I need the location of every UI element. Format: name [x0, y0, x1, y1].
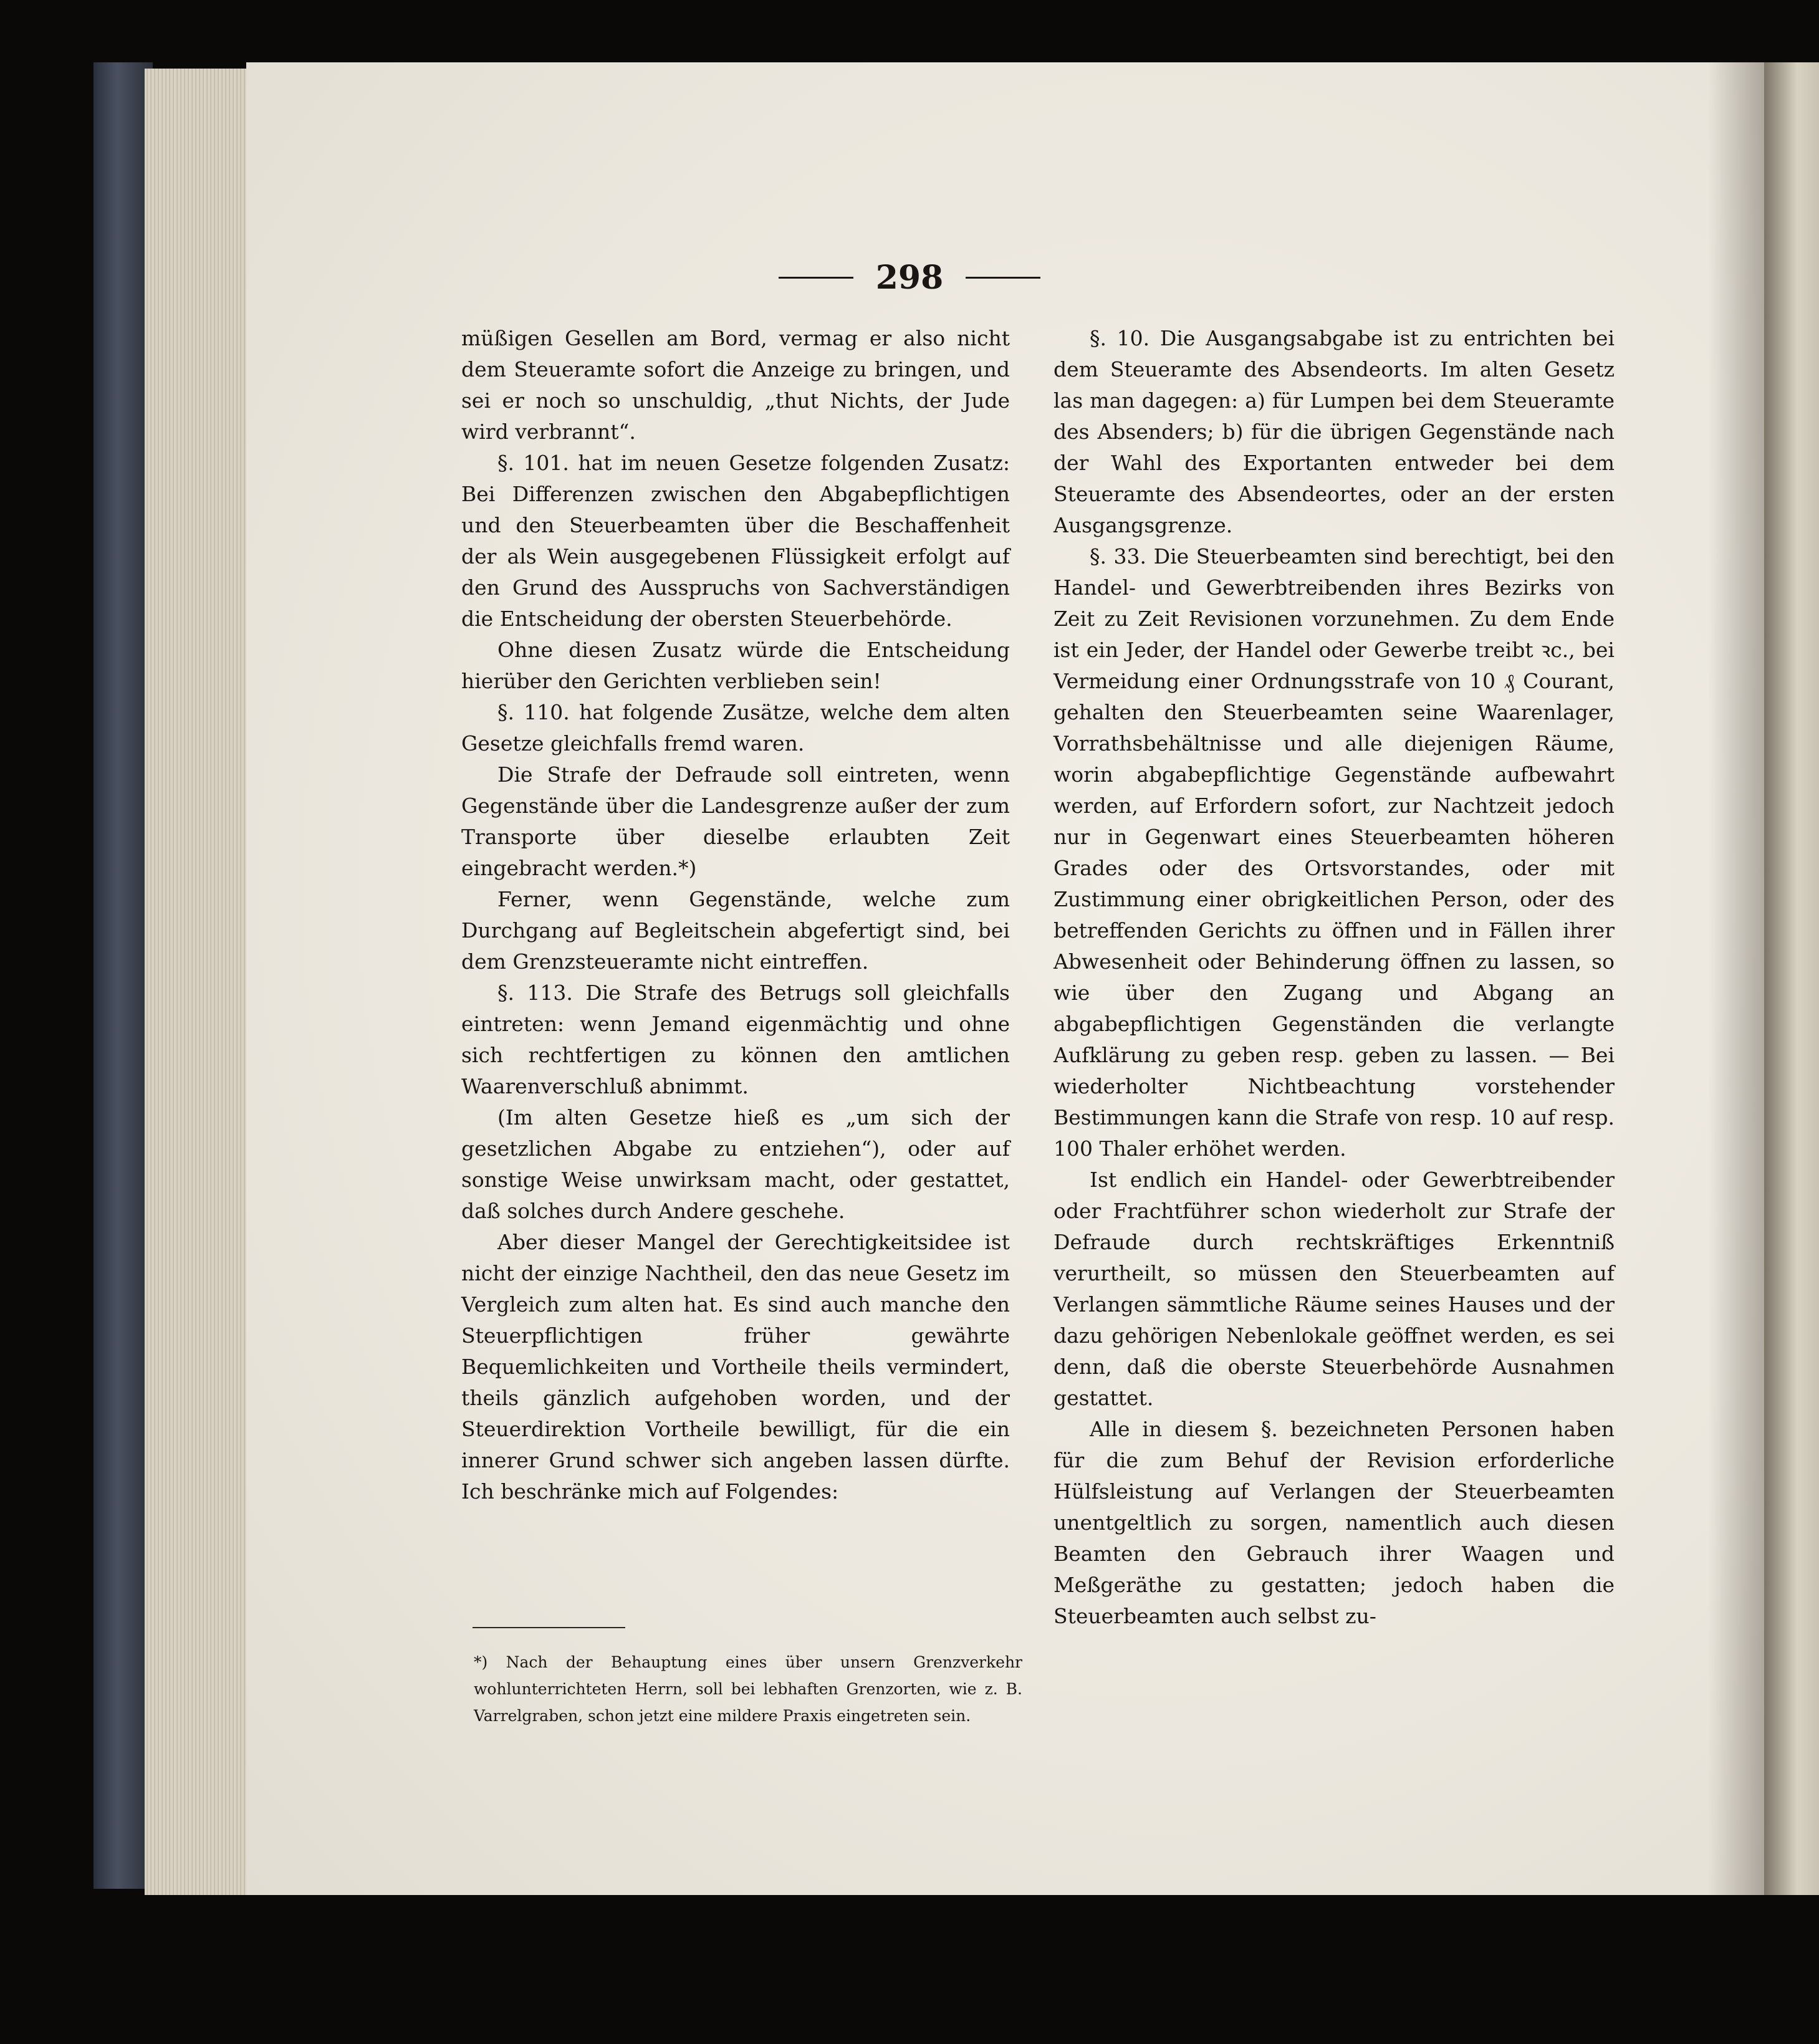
right-column	[1053, 323, 1615, 1632]
page-edges	[145, 69, 251, 1895]
footnote-divider	[473, 1627, 625, 1628]
left-column	[461, 323, 1010, 1507]
paragraph: Alle in diesem §. bezeichneten Personen haben für die zum Behuf der Revision erforderliche Hülfsleistung auf Verlangen der Steuerbeamten unentgeltlich zu sorgen, namentlich auch diesen Beamten den Gebrauch ihrer Waagen und Meßgeräthe zu gestatten; jedoch haben die Steuerbeamten auch selbst zu-	[1053, 1417, 1615, 1628]
page-number: 298	[875, 258, 944, 297]
paragraph: müßigen Gesellen am Bord, vermag er also nicht dem Steueramte sofort die Anzeige zu bringen, und sei er noch so unschuldig, „thut Nichts, der Jude wird verbrannt“.	[461, 326, 1010, 444]
facing-page-edge	[1764, 62, 1819, 1895]
footnote-text: *) Nach der Behauptung eines über unsern Grenzverkehr wohlunterrichteten Herrn, soll bei lebhaften Grenzorten, wie z. B. Varrelgraben, schon jetzt eine mildere Praxis eingetreten sein.	[474, 1653, 1022, 1725]
paragraph: (Im alten Gesetze hieß es „um sich der gesetzlichen Abgabe zu entziehen“), oder auf sonstige Weise unwirksam macht, oder gestattet, daß solches durch Andere geschehe.	[461, 1105, 1010, 1223]
paragraph: Ferner, wenn Gegenstände, welche zum Durchgang auf Begleitschein abgefertigt sind, bei dem Grenzsteueramte nicht eintreffen.	[461, 887, 1010, 974]
paragraph: Ohne diesen Zusatz würde die Entscheidung hierüber den Gerichten verblieben sein!	[461, 638, 1010, 693]
book-spine	[94, 62, 153, 1889]
paragraph: Ist endlich ein Handel- oder Gewerbtreibender oder Frachtführer schon wiederholt zur Strafe der Defraude durch rechtskräftiges Erkenntniß verurtheilt, so müssen den Steuerbeamten auf Verlangen sämmtliche Räume seines Hauses und der dazu gehörigen Nebenlokale geöffnet werden, es sei denn, daß die oberste Steuerbehörde Ausnahmen gestattet.	[1053, 1168, 1615, 1410]
paragraph: Aber dieser Mangel der Gerechtigkeitsidee ist nicht der einzige Nachtheil, den das neue Gesetz im Vergleich zum alten hat. Es sind auch manche den Steuerpflichtigen früher gewährte Bequemlichkeiten und Vortheile theils vermindert, theils gänzlich aufgehoben worden, und der Steuerdirektion Vortheile bewilligt, für die ein innerer Grund schwer sich angeben lassen dürfte. Ich beschränke mich auf Folgendes:	[461, 1230, 1010, 1504]
header-rule-left	[779, 277, 853, 279]
paragraph: Die Strafe der Defraude soll eintreten, wenn Gegenstände über die Landesgrenze außer der zum Transporte über dieselbe erlaubten Zeit eingebracht werden.*)	[461, 762, 1010, 880]
paragraph: §. 113. Die Strafe des Betrugs soll gleichfalls eintreten: wenn Jemand eigenmächtig und ohne sich rechtfertigen zu können den amtlichen Waarenverschluß abnimmt.	[461, 981, 1010, 1098]
gutter-shadow	[1708, 62, 1764, 1895]
header-rule-right	[966, 277, 1040, 279]
page-header	[0, 256, 1819, 299]
paragraph: §. 10. Die Ausgangsabgabe ist zu entrichten bei dem Steueramte des Absendeorts. Im alten Gesetz las man dagegen: a) für Lumpen bei dem Steueramte des Absenders; b) für die übrigen Gegenstände nach der Wahl des Exportanten entweder bei dem Steueramte des Absendeortes, oder an der ersten Ausgangsgrenze.	[1053, 326, 1615, 537]
paragraph: §. 101. hat im neuen Gesetze folgenden Zusatz: Bei Differenzen zwischen den Abgabepflichtigen und den Steuerbeamten über die Beschaffenheit der als Wein ausgegebenen Flüssigkeit erfolgt auf den Grund des Ausspruchs von Sachverständigen die Entscheidung der obersten Steuerbehörde.	[461, 451, 1010, 631]
paragraph: §. 110. hat folgende Zusätze, welche dem alten Gesetze gleichfalls fremd waren.	[461, 700, 1010, 756]
paragraph: §. 33. Die Steuerbeamten sind berechtigt, bei den Handel- und Gewerbtreibenden ihres Bezirks von Zeit zu Zeit Revisionen vorzunehmen. Zu dem Ende ist ein Jeder, der Handel oder Gewerbe treibt ꝛc., bei Vermeidung einer Ordnungsstrafe von 10 ₰ Courant, gehalten den Steuerbeamten seine Waarenlager, Vorrathsbehältnisse und alle diejenigen Räume, worin abgabepflichtige Gegenstände aufbewahrt werden, auf Erfordern sofort, zur Nachtzeit jedoch nur in Gegenwart eines Steuerbeamten höheren Grades oder des Ortsvorstandes, oder mit Zustimmung einer obrigkeitlichen Person, oder des betreffenden Gerichts zu öffnen und in Fällen ihrer Abwesenheit oder Behinderung öffnen zu lassen, so wie über den Zugang und Abgang an abgabepflichtigen Gegenständen die verlangte Aufklärung zu geben resp. geben zu lassen. — Bei wiederholter Nichtbeachtung vorstehender Bestimmungen kann die Strafe von resp. 10 auf resp. 100 Thaler erhöhet werden.	[1053, 544, 1615, 1161]
footnote	[474, 1649, 1022, 1729]
